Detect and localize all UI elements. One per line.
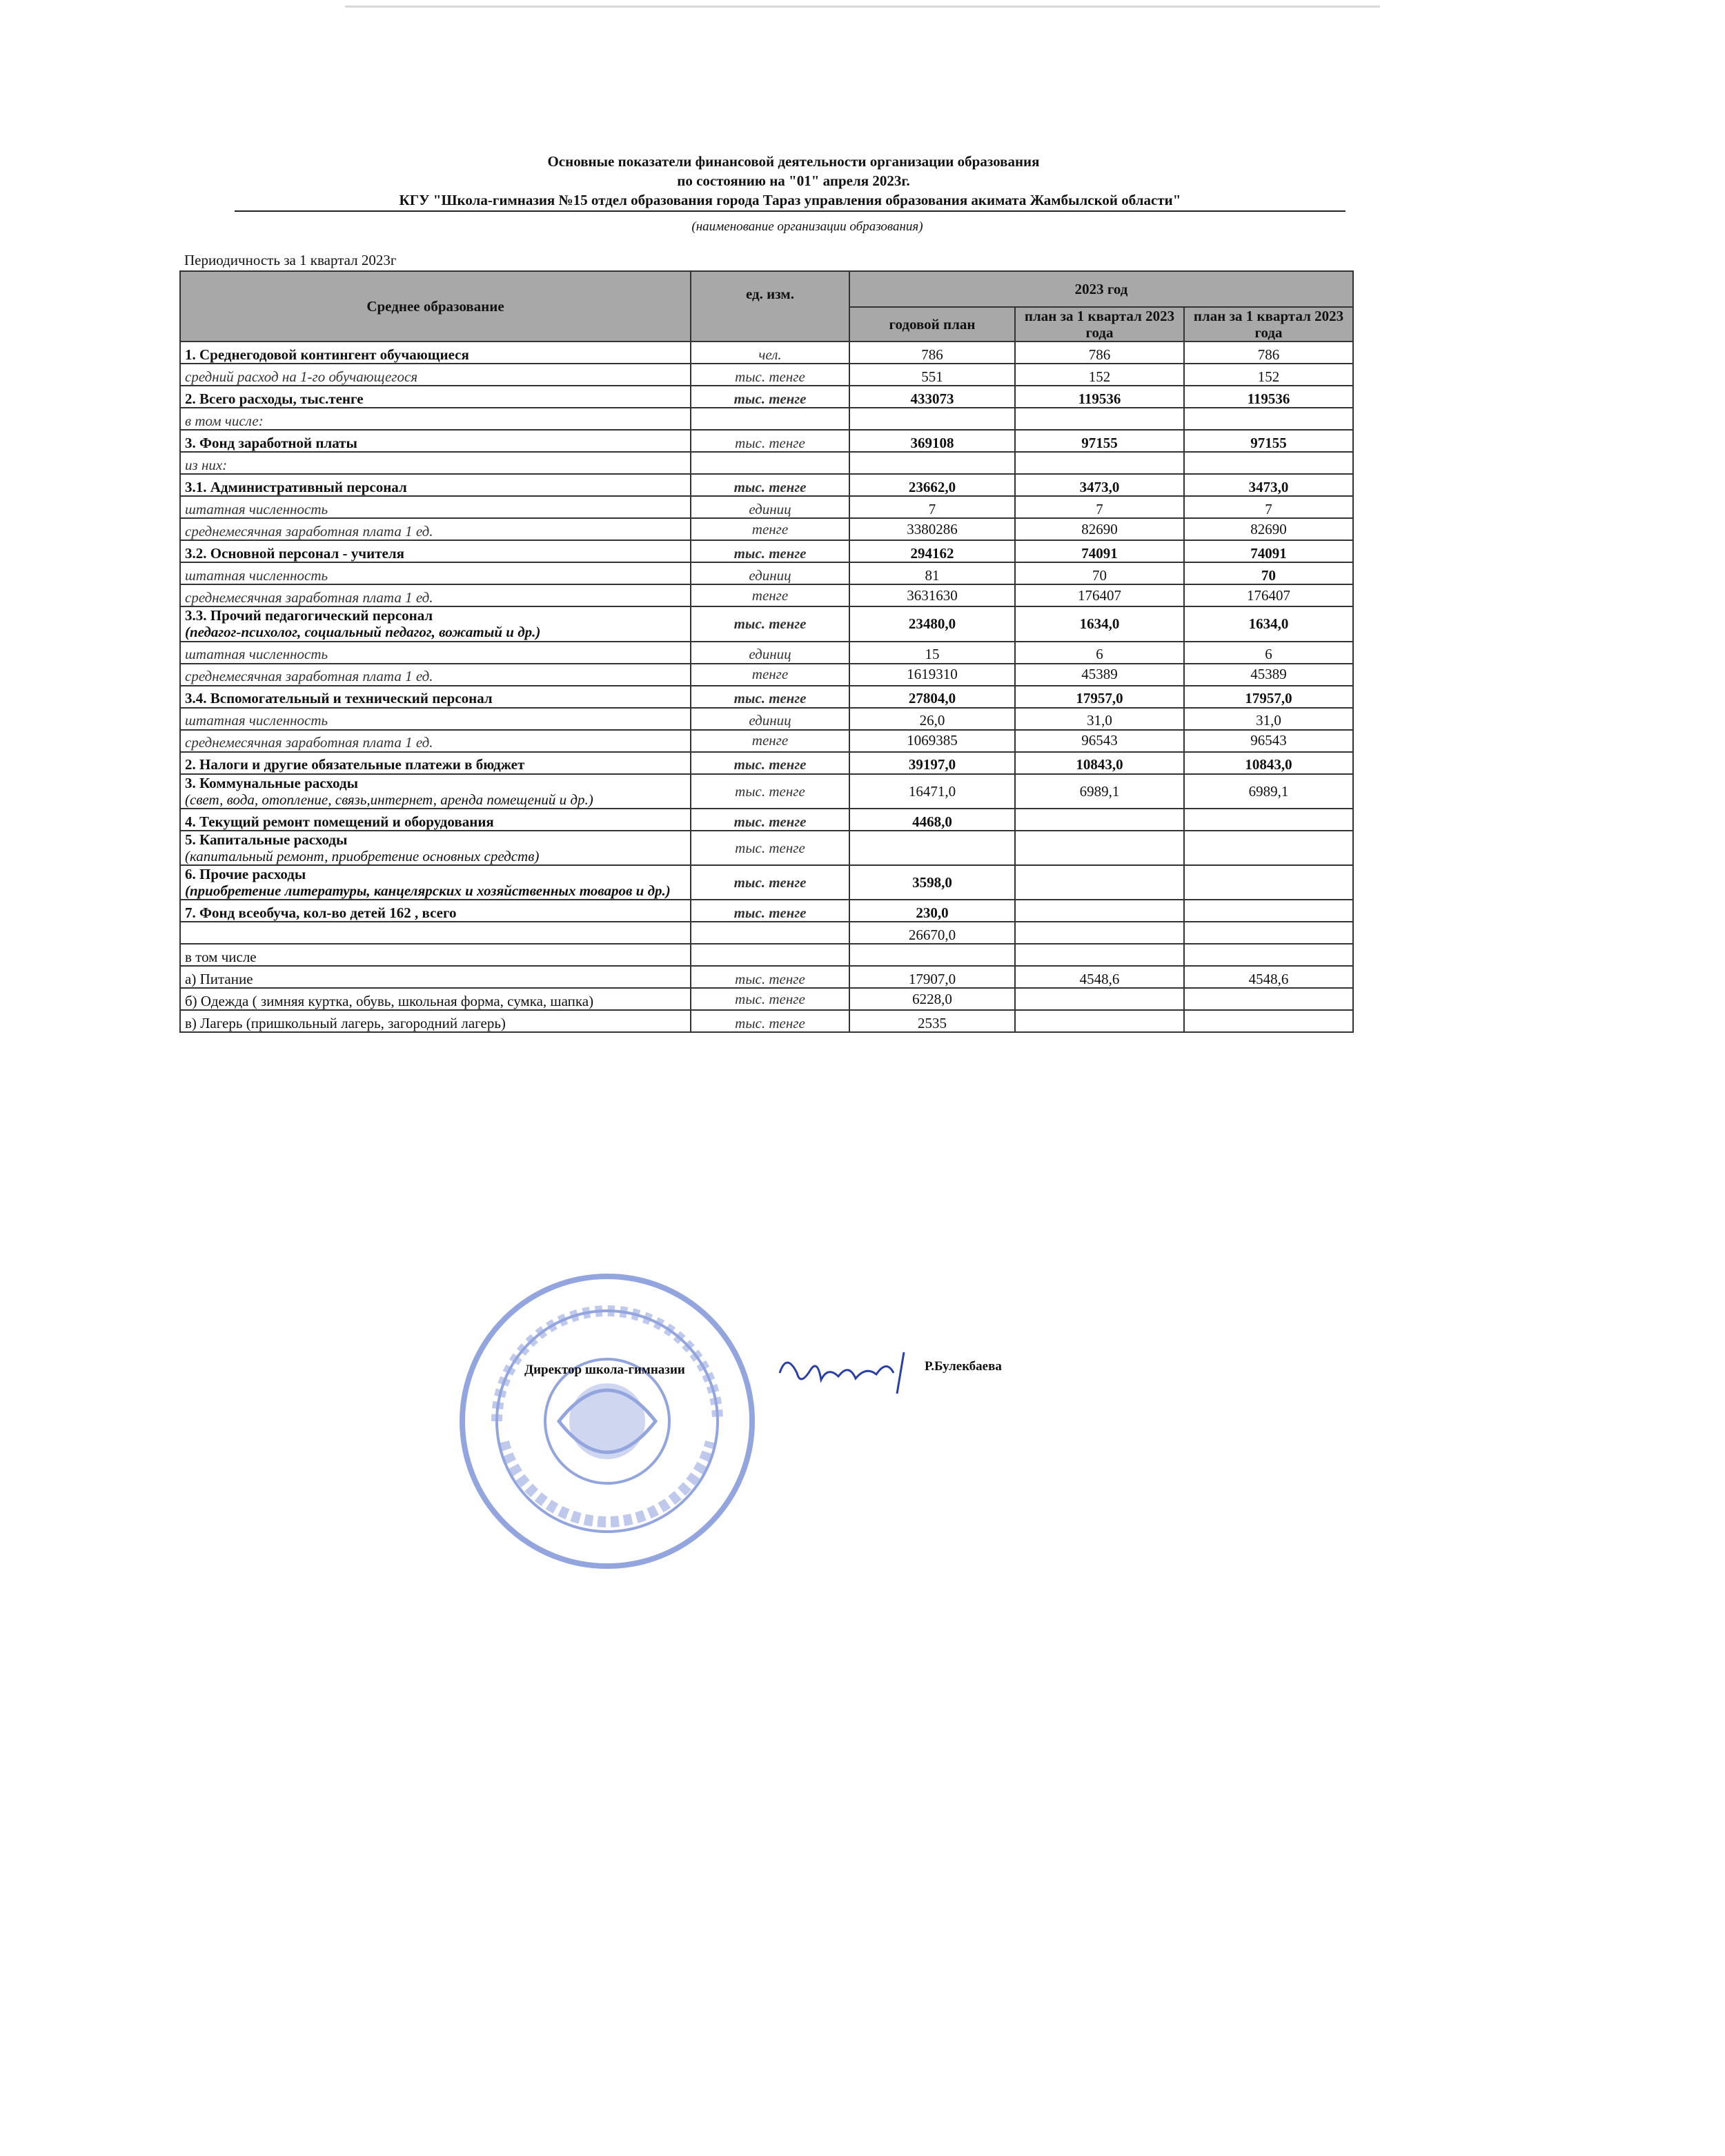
table-row [180,752,1353,774]
cell-q1: 74091 [1015,540,1184,562]
cell-annual: 15 [849,642,1015,664]
cell-annual: 1619310 [849,664,1015,686]
cell-q1: 176407 [1015,584,1184,606]
cell-q1b [1184,831,1353,865]
row-label: штатная численность [180,496,691,518]
row-unit: тыс. тенге [691,430,849,452]
cell-annual: 16471,0 [849,774,1015,809]
page-title: Основные показатели финансовой деятельности организации образования [547,153,1040,170]
scan-edge-line [345,6,1380,8]
row-unit: тыс. тенге [691,774,849,809]
cell-annual: 3380286 [849,518,1015,540]
row-label: б) Одежда ( зимняя куртка, обувь, школьная форма, сумка, шапка) [180,988,691,1010]
row-unit: тыс. тенге [691,988,849,1010]
row-label [180,831,691,865]
table-row [180,452,1353,474]
row-unit [691,922,849,944]
cell-annual: 230,0 [849,900,1015,922]
row-label-main: 5. Капитальные расходы [185,831,348,848]
cell-q1b: 7 [1184,496,1353,518]
cell-q1: 17957,0 [1015,686,1184,708]
cell-q1 [1015,865,1184,900]
cell-annual: 369108 [849,430,1015,452]
cell-annual: 4468,0 [849,809,1015,831]
table-row [180,364,1353,386]
head-unit: ед. изм. [691,271,849,342]
signature-icon [773,1345,918,1401]
cell-q1b: 786 [1184,342,1353,364]
row-label-main: 6. Прочие расходы [185,866,306,883]
table-row [180,988,1353,1010]
row-label-note: (свет, вода, отопление, связь,интернет, аренда помещений и др.) [185,791,593,808]
cell-q1: 786 [1015,342,1184,364]
row-unit: тыс. тенге [691,386,849,408]
cell-q1b: 82690 [1184,518,1353,540]
row-unit: тыс. тенге [691,752,849,774]
director-name: Р.Булекбаева [925,1359,1002,1374]
cell-annual [849,831,1015,865]
cell-q1b [1184,944,1353,966]
row-unit: тыс. тенге [691,966,849,988]
table-row [180,1010,1353,1032]
row-unit: тенге [691,664,849,686]
director-position: Директор школа-гимназии [524,1363,685,1377]
row-label-main: 3.3. Прочий педагогический персонал [185,607,433,624]
row-label: а) Питание [180,966,691,988]
cell-q1 [1015,809,1184,831]
cell-annual: 433073 [849,386,1015,408]
row-label: 3.4. Вспомогательный и технический персонал [180,686,691,708]
cell-q1b [1184,988,1353,1010]
row-label: 2. Всего расходы, тыс.тенге [180,386,691,408]
row-label: в) Лагерь (пришкольный лагерь, загородний лагерь) [180,1010,691,1032]
cell-q1 [1015,831,1184,865]
cell-annual: 26670,0 [849,922,1015,944]
cell-q1: 6 [1015,642,1184,664]
row-label-note: (приобретение литературы, канцелярских и хозяйственных товаров и др.) [185,882,671,900]
cell-annual: 2535 [849,1010,1015,1032]
cell-annual: 23480,0 [849,606,1015,641]
row-unit: тыс. тенге [691,474,849,496]
cell-q1b: 10843,0 [1184,752,1353,774]
organization-note: (наименование организации образования) [691,219,923,234]
financial-table [179,250,1354,1033]
table-row [180,562,1353,584]
cell-q1b: 74091 [1184,540,1353,562]
col-q1-plan-2: план за 1 квартал 2023 года [1184,307,1353,342]
row-label [180,774,691,809]
row-label: 7. Фонд всеобуча, кол-во детей 162 , всего [180,900,691,922]
cell-q1b: 6 [1184,642,1353,664]
row-unit: тыс. тенге [691,831,849,865]
table-row [180,865,1353,900]
table-row [180,944,1353,966]
row-label: среднемесячная заработная плата 1 ед. [180,664,691,686]
cell-q1: 82690 [1015,518,1184,540]
cell-q1b [1184,900,1353,922]
row-label: штатная численность [180,642,691,664]
table-row [180,342,1353,364]
table-row [180,642,1353,664]
table-row [180,408,1353,430]
table-row [180,430,1353,452]
cell-q1b: 6989,1 [1184,774,1353,809]
row-label-note: (педагог-психолог, социальный педагог, вожатый и др.) [185,624,541,641]
cell-annual: 23662,0 [849,474,1015,496]
cell-q1: 10843,0 [1015,752,1184,774]
cell-q1b: 70 [1184,562,1353,584]
row-label [180,606,691,641]
row-unit: тыс. тенге [691,1010,849,1032]
row-label: средний расход на 1-го обучающегося [180,364,691,386]
row-unit: единиц [691,642,849,664]
cell-q1b [1184,922,1353,944]
row-label: 3.2. Основной персонал - учителя [180,540,691,562]
row-label-main: 3. Коммунальные расходы [185,774,358,791]
row-label-note: (капитальный ремонт, приобретение основных средств) [185,847,540,864]
cell-annual: 27804,0 [849,686,1015,708]
cell-annual: 3598,0 [849,865,1015,900]
cell-q1: 31,0 [1015,708,1184,730]
table-row [180,518,1353,540]
cell-annual: 551 [849,364,1015,386]
row-unit: тыс. тенге [691,900,849,922]
row-label: в том числе: [180,408,691,430]
row-unit: единиц [691,562,849,584]
table-row [180,730,1353,752]
table-row [180,474,1353,496]
row-unit: тыс. тенге [691,686,849,708]
cell-q1b: 4548,6 [1184,966,1353,988]
row-unit: тыс. тенге [691,540,849,562]
cell-q1b: 152 [1184,364,1353,386]
table-row [180,540,1353,562]
cell-q1b: 17957,0 [1184,686,1353,708]
row-unit: единиц [691,708,849,730]
cell-annual: 39197,0 [849,752,1015,774]
cell-annual: 294162 [849,540,1015,562]
cell-annual: 6228,0 [849,988,1015,1010]
cell-q1b: 176407 [1184,584,1353,606]
table-row [180,922,1353,944]
row-label: 2. Налоги и другие обязательные платежи в бюджет [180,752,691,774]
cell-q1: 97155 [1015,430,1184,452]
cell-q1b: 1634,0 [1184,606,1353,641]
row-label: в том числе [180,944,691,966]
row-unit: тенге [691,518,849,540]
table-row [180,774,1353,809]
cell-q1b [1184,809,1353,831]
row-label: 1. Среднегодовой контингент обучающиеся [180,342,691,364]
cell-annual: 3631630 [849,584,1015,606]
periodicity: Периодичность за 1 квартал 2023г [180,250,1353,271]
cell-q1 [1015,988,1184,1010]
table-row [180,831,1353,865]
row-unit: тенге [691,584,849,606]
cell-q1: 70 [1015,562,1184,584]
row-unit: единиц [691,496,849,518]
organization-name: КГУ "Школа-гимназия №15 отдел образования города Тараз управления образования акимата Жамбылской области" [235,192,1346,212]
cell-q1 [1015,900,1184,922]
cell-q1: 6989,1 [1015,774,1184,809]
cell-q1: 7 [1015,496,1184,518]
cell-q1: 45389 [1015,664,1184,686]
row-label: среднемесячная заработная плата 1 ед. [180,730,691,752]
cell-q1: 4548,6 [1015,966,1184,988]
row-label: из них: [180,452,691,474]
row-label: 3. Фонд заработной платы [180,430,691,452]
cell-annual [849,944,1015,966]
cell-q1 [1015,922,1184,944]
table-row [180,809,1353,831]
table-row [180,686,1353,708]
col-q1-plan: план за 1 квартал 2023 года [1015,307,1184,342]
row-label: среднемесячная заработная плата 1 ед. [180,584,691,606]
cell-q1b: 97155 [1184,430,1353,452]
cell-q1: 96543 [1015,730,1184,752]
cell-q1 [1015,944,1184,966]
row-unit: тыс. тенге [691,865,849,900]
row-label: штатная численность [180,562,691,584]
table-row [180,606,1353,641]
table-row [180,496,1353,518]
cell-annual: 26,0 [849,708,1015,730]
col-annual-plan: годовой план [849,307,1015,342]
official-stamp-icon [455,1269,759,1573]
table-row [180,386,1353,408]
row-label: штатная численность [180,708,691,730]
table-row [180,966,1353,988]
cell-q1: 3473,0 [1015,474,1184,496]
cell-q1b: 3473,0 [1184,474,1353,496]
cell-q1 [1015,1010,1184,1032]
cell-q1b: 45389 [1184,664,1353,686]
table-row [180,900,1353,922]
row-unit: чел. [691,342,849,364]
cell-annual: 7 [849,496,1015,518]
head-section: Среднее образование [180,271,691,342]
cell-q1: 119536 [1015,386,1184,408]
row-label: 3.1. Административный персонал [180,474,691,496]
cell-q1b: 96543 [1184,730,1353,752]
cell-annual: 17907,0 [849,966,1015,988]
cell-q1b: 119536 [1184,386,1353,408]
cell-annual: 1069385 [849,730,1015,752]
table-row [180,708,1353,730]
row-label: среднемесячная заработная плата 1 ед. [180,518,691,540]
table-row [180,664,1353,686]
row-unit: тыс. тенге [691,606,849,641]
row-label [180,865,691,900]
cell-q1b: 31,0 [1184,708,1353,730]
row-unit [691,944,849,966]
table-row [180,584,1353,606]
cell-q1b [1184,865,1353,900]
cell-q1: 152 [1015,364,1184,386]
cell-annual: 81 [849,562,1015,584]
row-unit: тенге [691,730,849,752]
head-year: 2023 год [849,271,1353,307]
row-unit: тыс. тенге [691,809,849,831]
row-label: 4. Текущий ремонт помещений и оборудования [180,809,691,831]
cell-annual: 786 [849,342,1015,364]
row-label [180,922,691,944]
cell-q1b [1184,1010,1353,1032]
page-subtitle: по состоянию на "01" апреля 2023г. [677,172,910,189]
row-unit: тыс. тенге [691,364,849,386]
cell-q1: 1634,0 [1015,606,1184,641]
